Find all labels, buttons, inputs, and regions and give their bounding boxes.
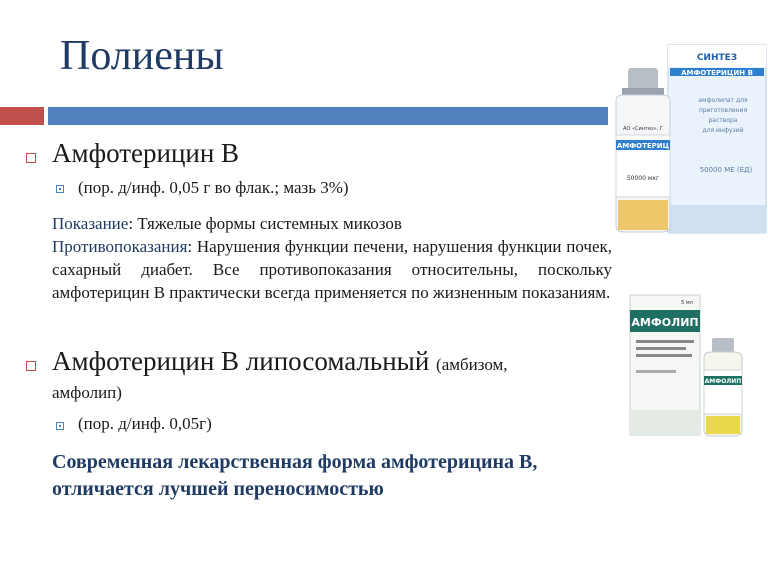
box1-brand: СИНТЕЗ [696, 53, 738, 63]
amphotericin-b-product-image [608, 40, 768, 235]
title-accent-bar-red [0, 107, 44, 125]
sub-bullet-icon [56, 422, 64, 430]
sub-bullet-icon [56, 185, 64, 193]
box1-text-line1: амфолипат для [698, 97, 748, 104]
bullet-square-icon [26, 361, 36, 371]
dosage-form-text: (пор. д/инф. 0,05 г во флак.; мазь 3%) [78, 178, 349, 197]
liposomal-brands-text: (амбизом, [436, 355, 508, 374]
section-heading-amphotericin-b: Амфотерицин В [52, 138, 240, 168]
liposomal-heading-text: Амфотерицин В липосомальный [52, 346, 430, 376]
slide-title: Полиены [60, 33, 224, 79]
highlight-statement: Современная лекарственная форма амфотерицина В, отличается лучшей переносимостью [52, 451, 538, 500]
section-heading-liposomal [52, 346, 508, 377]
box1-text-line4: для инфузий [702, 127, 744, 134]
vial1-label: АМФОТЕРИЦ [616, 142, 670, 150]
box1-text-line3: раствора [708, 117, 738, 124]
vial1-dose: 50000 мкг [626, 175, 660, 182]
bullet-square-icon [26, 153, 36, 163]
box2-count: 5 мл [681, 300, 693, 306]
vial1-maker: АО «Синтез», Г [623, 126, 663, 132]
box1-text-line2: приготовления [698, 107, 748, 114]
amfolip-product-image [612, 290, 752, 440]
liposomal-brands-line2: амфолип) [52, 383, 122, 402]
indications-paragraph [52, 212, 612, 304]
contraindication-text: : Нарушения функции печени, нарушения функции почек, сахарный диабет. Все противопоказания относительны, поскольку амфотерицин В практически всегда применяется по жизненным показаниям. [52, 237, 612, 302]
box1-drug-name: АМФОТЕРИЦИН В [681, 69, 753, 77]
indication-label: Показание [52, 214, 129, 233]
indication-text: : Тяжелые формы системных микозов [128, 214, 402, 233]
vial2-label: АМФОЛИП [704, 378, 742, 385]
title-accent-bar-blue [48, 107, 608, 125]
contraindication-label: Противопоказания [52, 237, 188, 256]
box1-dose: 50000 МЕ (ЕД) [699, 166, 753, 174]
box2-drug-name: АМФОЛИП [631, 316, 699, 329]
liposomal-dosage-text: (пор. д/инф. 0,05г) [78, 414, 212, 433]
